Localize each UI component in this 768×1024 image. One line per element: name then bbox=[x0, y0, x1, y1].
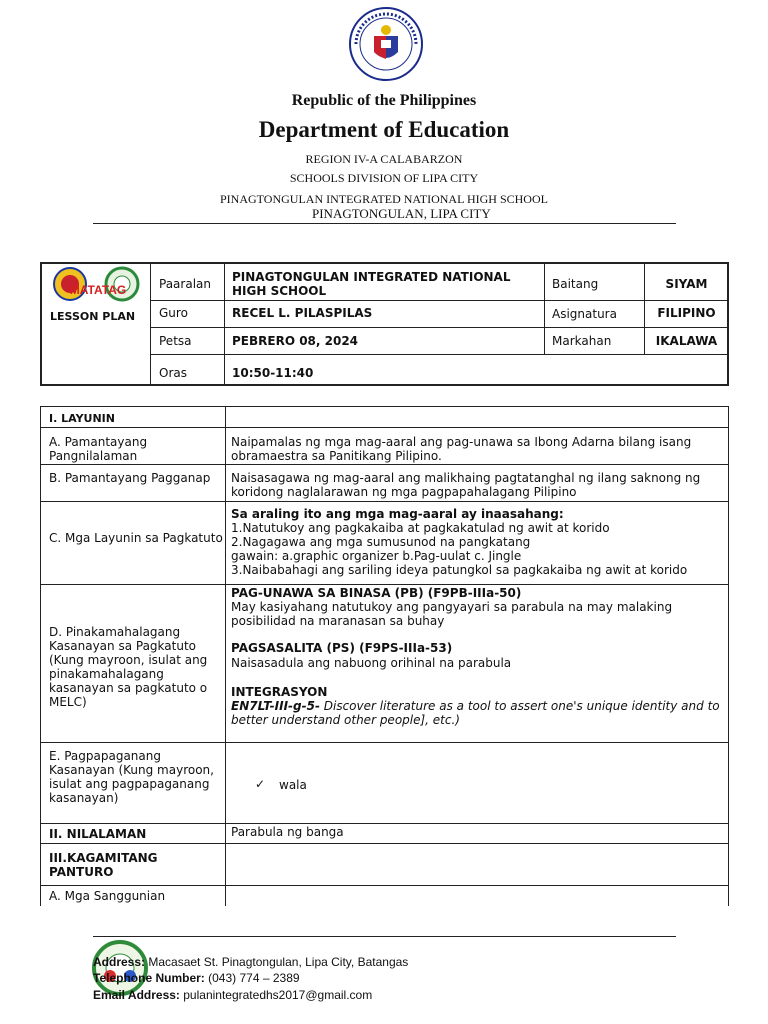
markahan-value: IKALAWA bbox=[655, 334, 718, 348]
pamantayang-pangnilalaman-text: Naipamalas ng mga mag-aaral ang pag-unawa sa Ibong Adarna bilang isang obramaestra sa Panitikang Pilipino. bbox=[231, 435, 692, 463]
info-row-line bbox=[150, 300, 729, 301]
integrasyon-text bbox=[231, 699, 723, 727]
integrasyon-code: EN7LT-III-g-5- bbox=[231, 699, 320, 713]
nilalaman-label: II. NILALAMAN bbox=[49, 827, 147, 841]
footer-address bbox=[93, 955, 408, 969]
phone-value: (043) 774 – 2389 bbox=[204, 971, 300, 985]
department-heading: Department of Education bbox=[258, 117, 510, 142]
oras-label: Oras bbox=[159, 366, 187, 380]
layunin-line: gawain: a.graphic organizer b.Pag-uulat c. Jingle bbox=[231, 549, 522, 563]
footer-divider bbox=[93, 936, 676, 937]
layunin-heading: I. LAYUNIN bbox=[49, 412, 115, 425]
svg-text:MATATAG: MATATAG bbox=[69, 283, 127, 297]
info-divider bbox=[150, 264, 151, 386]
asignatura-value: FILIPINO bbox=[657, 306, 716, 320]
layunin-title: Sa araling ito ang mga mag-aaral ay inaasahang: bbox=[231, 507, 564, 521]
matatag-logo bbox=[48, 266, 148, 306]
row-line bbox=[41, 427, 729, 428]
row-line bbox=[41, 843, 729, 844]
row-line bbox=[41, 501, 729, 502]
guro-label: Guro bbox=[159, 306, 188, 320]
row-line bbox=[41, 742, 729, 743]
integrasyon-description: Discover literature as a tool to assert one's unique identity and to better understand other people], etc.) bbox=[231, 699, 720, 727]
row-line bbox=[41, 464, 729, 465]
column-divider bbox=[225, 407, 226, 906]
ps-text: Naisasadula ang nabuong orihinal na parabula bbox=[231, 656, 512, 670]
integrasyon-heading: INTEGRASYON bbox=[231, 685, 328, 699]
oras-value: 10:50-11:40 bbox=[232, 366, 314, 380]
pb-heading: PAG-UNAWA SA BINASA (PB) (F9PB-IIIa-50) bbox=[231, 586, 522, 600]
info-divider bbox=[224, 264, 225, 386]
pagpapaganang-kasanayan-label: E. Pagpapaganang Kasanayan (Kung mayroon, isulat ang pagpapaganang kasanayan) bbox=[49, 749, 214, 805]
footer-phone bbox=[93, 971, 300, 985]
address-value: Macasaet St. Pinagtongulan, Lipa City, Batangas bbox=[145, 955, 409, 969]
layunin-line: 3.Naibabahagi ang sariling ideya patungkol sa pagkakaiba ng awit at korido bbox=[231, 563, 688, 577]
layunin-line: 1.Natutukoy ang pagkakaiba at pagkakatulad ng awit at korido bbox=[231, 521, 610, 535]
check-icon: ✓ bbox=[255, 777, 266, 791]
baitang-value: SIYAM bbox=[665, 277, 708, 291]
info-row-line bbox=[150, 327, 729, 328]
baitang-label: Baitang bbox=[552, 277, 599, 291]
info-divider bbox=[544, 264, 545, 355]
email-value: pulanintegratedhs2017@gmail.com bbox=[179, 988, 373, 1002]
lesson-plan-label: LESSON PLAN bbox=[50, 310, 136, 323]
markahan-label: Markahan bbox=[552, 334, 612, 348]
pinakamahalagang-kasanayan-label: D. Pinakamahalagang Kasanayan sa Pagkatuto (Kung mayroon, isulat ang pinakamahalagang kasanayan sa pagkatuto o MELC) bbox=[49, 625, 208, 709]
division-text: SCHOOLS DIVISION OF LIPA CITY bbox=[289, 171, 479, 185]
wala-text: wala bbox=[279, 778, 307, 792]
pamantayang-pagganap-label: B. Pamantayang Pagganap bbox=[49, 471, 211, 485]
info-row-line bbox=[150, 354, 729, 355]
ps-heading: PAGSASALITA (PS) (F9PS-IIIa-53) bbox=[231, 641, 453, 655]
row-line bbox=[41, 584, 729, 585]
school-address: PINAGTONGULAN, LIPA CITY bbox=[312, 206, 491, 221]
guro-value: RECEL L. PILASPILAS bbox=[232, 306, 373, 320]
school-text: PINAGTONGULAN INTEGRATED NATIONAL HIGH SCHOOL bbox=[220, 192, 548, 206]
kagamitang-panturo-label: III.KAGAMITANG PANTURO bbox=[49, 851, 158, 879]
footer-email bbox=[93, 988, 372, 1002]
pb-text: May kasiyahang natutukoy ang pangyayari sa parabula na may malaking posibilidad na maranasan sa buhay bbox=[231, 600, 673, 628]
petsa-value: PEBRERO 08, 2024 bbox=[232, 334, 359, 348]
lesson-plan-table bbox=[40, 406, 729, 906]
asignatura-label: Asignatura bbox=[552, 307, 617, 321]
row-line bbox=[41, 885, 729, 886]
address-label: Address: bbox=[93, 955, 146, 969]
nilalaman-text: Parabula ng banga bbox=[231, 825, 344, 839]
paaralan-label: Paaralan bbox=[159, 277, 211, 291]
republic-heading: Republic of the Philippines bbox=[291, 92, 477, 109]
mga-sanggunian-label: A. Mga Sanggunian bbox=[49, 889, 166, 903]
layunin-sa-pagkatuto-label: C. Mga Layunin sa Pagkatuto bbox=[49, 531, 223, 545]
pamantayang-pagganap-text: Naisasagawa ng mag-aaral ang malikhaing pagtatanghal ng ilang saknong ng koridong naglalarawan ng mga pagpapahalagang Pilipino bbox=[231, 471, 701, 499]
row-line bbox=[41, 823, 729, 824]
phone-label: Telephone Number: bbox=[93, 971, 205, 985]
lesson-info-table bbox=[40, 262, 729, 386]
deped-seal bbox=[348, 6, 424, 82]
region-text: REGION IV-A CALABARZON bbox=[305, 152, 463, 166]
layunin-line: 2.Nagagawa ang mga sumusunod na pangkatang bbox=[231, 535, 531, 549]
petsa-label: Petsa bbox=[159, 334, 192, 348]
paaralan-value: PINAGTONGULAN INTEGRATED NATIONAL HIGH SCHOOL bbox=[232, 270, 511, 298]
email-label: Email Address: bbox=[93, 988, 180, 1002]
header-divider bbox=[93, 223, 676, 224]
pamantayang-pangnilalaman-label: A. Pamantayang Pangnilalaman bbox=[49, 435, 148, 463]
